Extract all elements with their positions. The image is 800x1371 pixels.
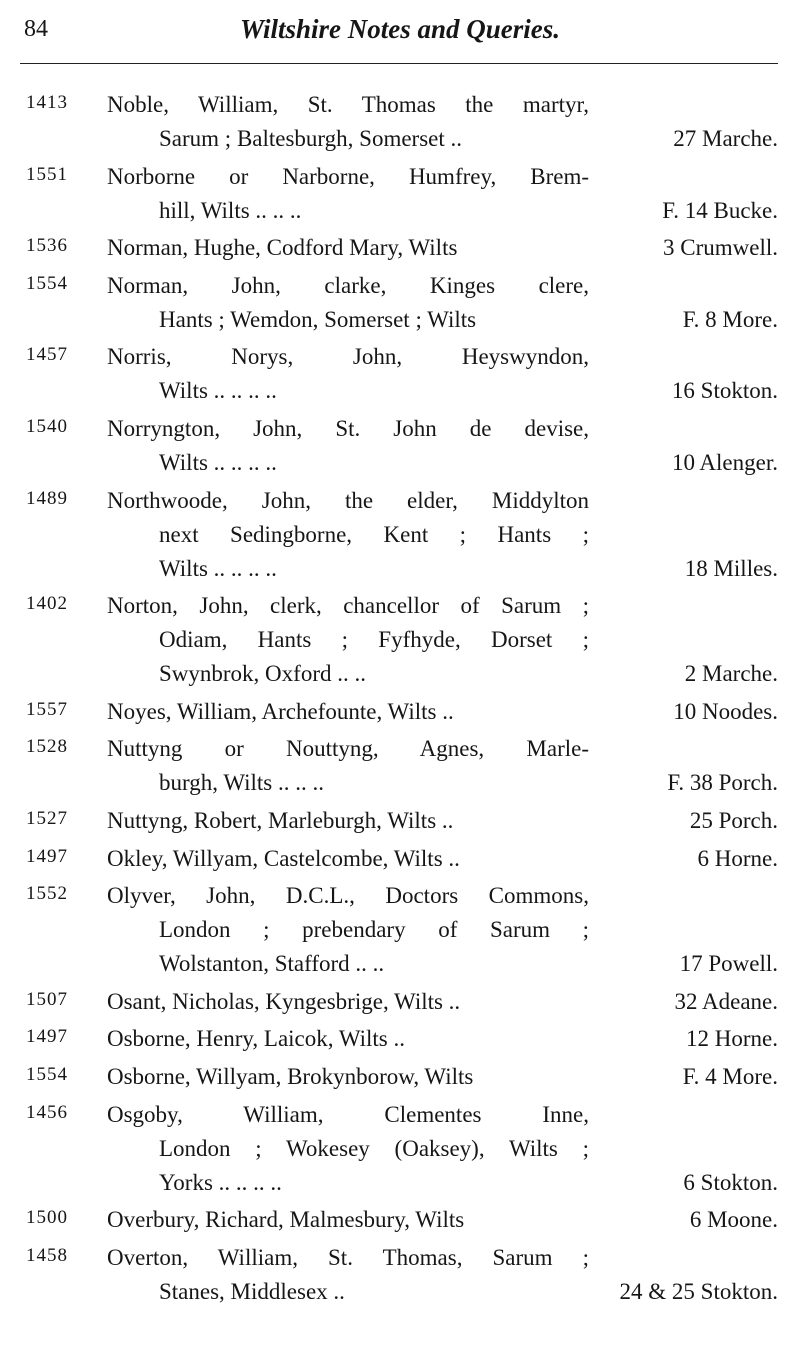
entry-line: Nuttyng, Robert, Marleburgh, Wilts .. — [107, 807, 454, 833]
entry-register: 3 Crumwell. — [663, 235, 778, 261]
entry-line: Norris, Norys, John, Heyswyndon, — [107, 344, 589, 370]
entry-line: Hants ; Wemdon, Somerset ; Wilts — [159, 306, 477, 332]
entry-line: burgh, Wilts .. .. .. — [159, 770, 324, 796]
entry-row — [0, 1098, 800, 1200]
entry-register: 12 Horne. — [686, 1026, 778, 1052]
entry-year: 1497 — [26, 845, 68, 867]
entry-register: 10 Alenger. — [671, 449, 778, 475]
entry-line: Olyver, John, D.C.L., Doctors Commons, — [107, 883, 589, 909]
entry-line: Odiam, Hants ; Fyfhyde, Dorset ; — [159, 627, 589, 653]
entry-year: 1557 — [26, 698, 68, 720]
entry-register: F. 38 Porch. — [667, 770, 778, 796]
entry-text — [107, 412, 589, 480]
entry-year: 1457 — [26, 344, 68, 366]
entry-year: 1554 — [26, 1063, 68, 1085]
entry-row — [0, 88, 800, 156]
entry-year: 1500 — [26, 1207, 68, 1229]
entry-line: Northwoode, John, the elder, Middylton — [107, 487, 589, 513]
entry-row — [0, 412, 800, 480]
entry-text — [107, 1060, 589, 1094]
entry-year: 1552 — [26, 883, 68, 905]
entry-line: Swynbrok, Oxford .. .. — [159, 661, 366, 687]
entry-line: Osborne, Henry, Laicok, Wilts .. — [107, 1026, 406, 1052]
entry-line: London ; prebendary of Sarum ; — [159, 917, 589, 943]
entry-year: 1528 — [26, 736, 68, 758]
entry-register: 6 Stokton. — [683, 1169, 778, 1195]
entry-line: Norborne or Narborne, Humfrey, Brem- — [107, 163, 589, 189]
entry-year: 1497 — [26, 1026, 68, 1048]
entry-year: 1554 — [26, 272, 68, 294]
entry-line: Wilts .. .. .. .. — [159, 378, 277, 404]
entry-register: 16 Stokton. — [671, 378, 778, 404]
entry-line: Norman, John, clarke, Kinges clere, — [107, 272, 589, 298]
entry-line: next Sedingborne, Kent ; Hants ; — [159, 521, 589, 547]
entry-line: Osant, Nicholas, Kyngesbrige, Wilts .. — [107, 988, 461, 1014]
entry-text — [107, 1098, 589, 1200]
entry-register: 25 Porch. — [689, 807, 778, 833]
header-rule — [20, 63, 778, 64]
entry-text — [107, 589, 589, 691]
entry-line: Norryngton, John, St. John de devise, — [107, 415, 589, 441]
entry-line: Osgoby, William, Clementes Inne, — [107, 1101, 589, 1127]
entry-row — [0, 269, 800, 337]
entry-line: Overton, William, St. Thomas, Sarum ; — [107, 1244, 589, 1270]
entry-line: Wilts .. .. .. .. — [159, 449, 277, 475]
entry-row — [0, 340, 800, 408]
entry-row — [0, 879, 800, 981]
entry-register: 10 Noodes. — [673, 698, 778, 724]
entry-register: 6 Horne. — [697, 845, 778, 871]
entry-year: 1507 — [26, 988, 68, 1010]
entry-line: Wolstanton, Stafford .. .. — [159, 951, 385, 977]
entry-line: Osborne, Willyam, Brokynborow, Wilts — [107, 1063, 474, 1089]
entry-row — [0, 695, 800, 729]
entries-list — [0, 88, 800, 1312]
entry-line: Noyes, William, Archefounte, Wilts .. — [107, 698, 454, 724]
entry-year: 1489 — [26, 487, 68, 509]
entry-text — [107, 88, 589, 156]
entry-text — [107, 879, 589, 981]
entry-register: 27 Marche. — [673, 126, 778, 151]
entry-text — [107, 1241, 589, 1309]
entry-line: Nuttyng or Nouttyng, Agnes, Marle- — [107, 736, 589, 762]
entry-row — [0, 842, 800, 876]
entry-row — [0, 1022, 800, 1056]
entry-text — [107, 804, 589, 838]
page-number: 84 — [24, 16, 48, 42]
entry-register: 32 Adeane. — [674, 988, 778, 1014]
entry-register: 24 & 25 Stokton. — [619, 1278, 778, 1304]
entry-row — [0, 231, 800, 265]
entry-register: 17 Powell. — [679, 951, 778, 977]
entry-register: F. 14 Bucke. — [662, 197, 778, 223]
entry-line: Overbury, Richard, Malmesbury, Wilts — [107, 1207, 465, 1233]
entry-register: F. 4 More. — [682, 1063, 778, 1089]
entry-text — [107, 340, 589, 408]
entry-row — [0, 1060, 800, 1094]
entry-row — [0, 589, 800, 691]
entry-text — [107, 732, 589, 800]
entry-line: Noble, William, St. Thomas the martyr, — [107, 92, 589, 117]
entry-year: 1527 — [26, 807, 68, 829]
running-title: Wiltshire Notes and Queries. — [239, 14, 561, 44]
entry-register: 2 Marche. — [684, 661, 778, 687]
entry-text — [107, 1022, 589, 1056]
entry-row — [0, 732, 800, 800]
page-header — [0, 0, 800, 70]
entry-line: Norman, Hughe, Codford Mary, Wilts — [107, 235, 458, 261]
entry-text — [107, 231, 589, 265]
entry-register: 6 Moone. — [689, 1207, 778, 1233]
entry-row — [0, 1241, 800, 1309]
entry-text — [107, 695, 589, 729]
entry-line: Yorks .. .. .. .. — [159, 1169, 282, 1195]
entry-row — [0, 160, 800, 228]
entry-text — [107, 1203, 589, 1237]
entry-text — [107, 484, 589, 586]
entry-text — [107, 985, 589, 1019]
entry-text — [107, 160, 589, 228]
entry-line: Okley, Willyam, Castelcombe, Wilts .. — [107, 845, 460, 871]
entry-year: 1413 — [26, 92, 68, 113]
entry-line: Sarum ; Baltesburgh, Somerset .. — [159, 126, 463, 151]
entry-line: hill, Wilts .. .. .. — [159, 197, 302, 223]
entry-year: 1551 — [26, 163, 68, 185]
entry-line: London ; Wokesey (Oaksey), Wilts ; — [159, 1135, 589, 1161]
entry-row — [0, 484, 800, 586]
entry-year: 1540 — [26, 415, 68, 437]
entry-year: 1456 — [26, 1101, 68, 1123]
entry-line: Wilts .. .. .. .. — [159, 555, 277, 581]
entry-text — [107, 269, 589, 337]
entry-register: F. 8 More. — [682, 306, 778, 332]
entry-register: 18 Milles. — [684, 555, 778, 581]
entry-year: 1536 — [26, 235, 68, 257]
entry-row — [0, 985, 800, 1019]
entry-year: 1458 — [26, 1244, 68, 1266]
entry-line: Stanes, Middlesex .. — [159, 1278, 345, 1304]
entry-line: Norton, John, clerk, chancellor of Sarum ; — [107, 593, 589, 619]
entry-row — [0, 1203, 800, 1237]
entry-row — [0, 804, 800, 838]
entry-text — [107, 842, 589, 876]
entry-year: 1402 — [26, 593, 68, 615]
